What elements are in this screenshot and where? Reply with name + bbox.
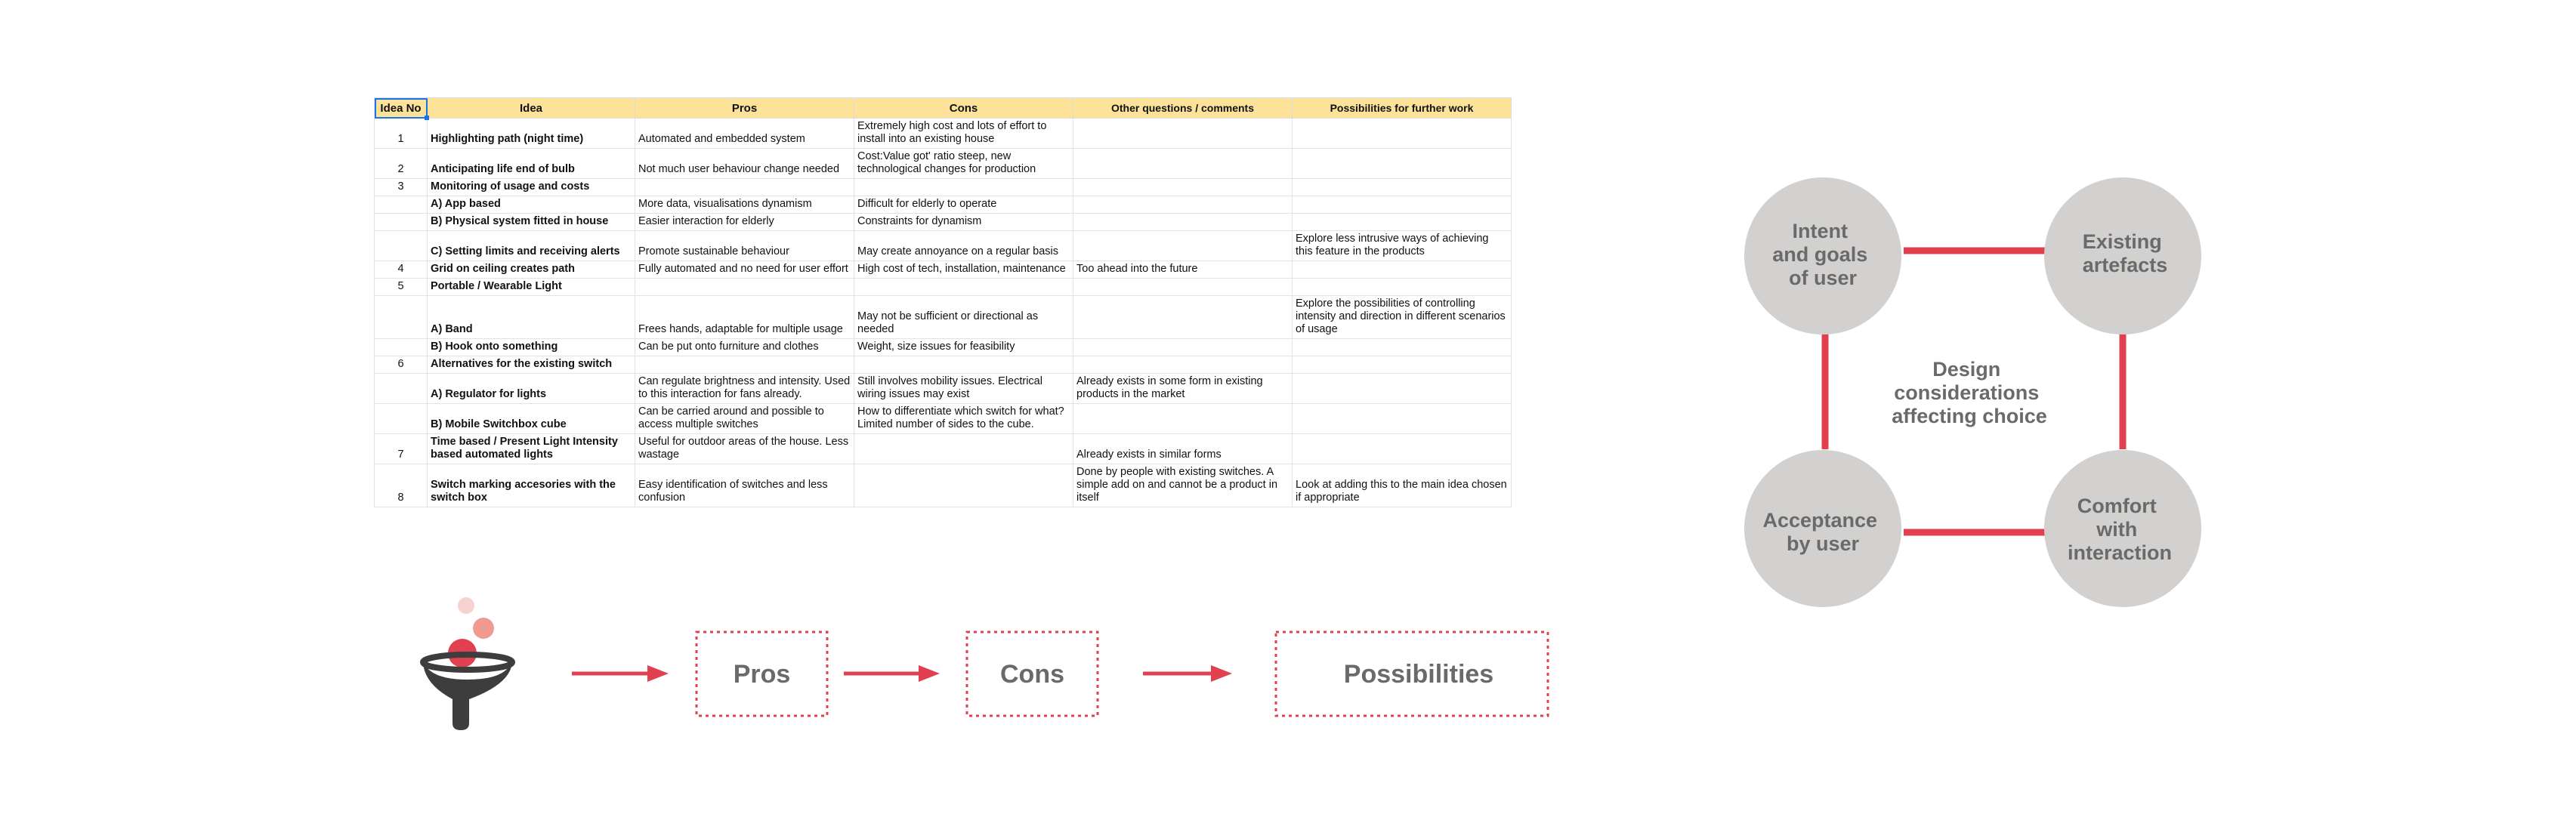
possibilities-box-label: Possibilities <box>1343 660 1494 689</box>
possibilities-cell[interactable] <box>1293 196 1512 214</box>
other-cell[interactable] <box>1073 339 1293 356</box>
cons-box-label: Cons <box>1000 660 1064 689</box>
cons-cell[interactable] <box>854 279 1073 296</box>
possibilities-cell[interactable]: Explore less intrusive ways of achieving this feature in the products <box>1293 231 1512 261</box>
pros-cell[interactable]: Can regulate brightness and intensity. Used to this interaction for fans already. <box>635 374 854 404</box>
pros-cell[interactable]: More data, visualisations dynamism <box>635 196 854 214</box>
idea-cell[interactable]: Time based / Present Light Intensity based automated lights <box>428 434 635 464</box>
idea-cell[interactable]: B) Physical system fitted in house <box>428 214 635 231</box>
funnel-particle <box>473 618 494 639</box>
arrow-right-icon <box>572 665 669 682</box>
possibilities-cell[interactable] <box>1293 279 1512 296</box>
idea-no-cell[interactable]: 4 <box>375 261 428 279</box>
pros-cell[interactable]: Useful for outdoor areas of the house. Less wastage <box>635 434 854 464</box>
possibilities-cell[interactable] <box>1293 434 1512 464</box>
center-label: Design considerations affecting choice <box>1892 358 2047 427</box>
idea-cell[interactable]: Alternatives for the existing switch <box>428 356 635 374</box>
cons-cell[interactable] <box>854 179 1073 196</box>
cons-cell[interactable]: Weight, size issues for feasibility <box>854 339 1073 356</box>
idea-no-cell[interactable] <box>375 214 428 231</box>
header-other[interactable]: Other questions / comments <box>1073 98 1293 119</box>
table-row <box>375 179 1512 196</box>
possibilities-cell[interactable] <box>1293 179 1512 196</box>
pros-cell[interactable] <box>635 279 854 296</box>
idea-cell[interactable]: B) Mobile Switchbox cube <box>428 404 635 434</box>
idea-cell[interactable]: Switch marking accesories with the switch box <box>428 464 635 507</box>
pros-cell[interactable]: Can be carried around and possible to access multiple switches <box>635 404 854 434</box>
possibilities-cell[interactable] <box>1293 119 1512 149</box>
idea-no-cell[interactable] <box>375 231 428 261</box>
pros-cell[interactable] <box>635 179 854 196</box>
idea-cell[interactable]: Monitoring of usage and costs <box>428 179 635 196</box>
pros-cell[interactable]: Not much user behaviour change needed <box>635 149 854 179</box>
other-cell[interactable] <box>1073 296 1293 339</box>
possibilities-cell[interactable]: Explore the possibilities of controlling intensity and direction in different scenarios of usage <box>1293 296 1512 339</box>
pros-cell[interactable]: Can be put onto furniture and clothes <box>635 339 854 356</box>
possibilities-cell[interactable]: Look at adding this to the main idea chosen if appropriate <box>1293 464 1512 507</box>
pros-cell[interactable]: Fully automated and no need for user effort <box>635 261 854 279</box>
cons-cell[interactable]: Cost:Value got' ratio steep, new technological changes for production <box>854 149 1073 179</box>
idea-cell[interactable]: A) Band <box>428 296 635 339</box>
cons-cell[interactable]: May not be sufficient or directional as needed <box>854 296 1073 339</box>
ideas-table <box>374 97 1512 507</box>
pros-cell[interactable]: Promote sustainable behaviour <box>635 231 854 261</box>
other-cell[interactable] <box>1073 214 1293 231</box>
cons-cell[interactable]: High cost of tech, installation, maintenance <box>854 261 1073 279</box>
possibilities-cell[interactable] <box>1293 374 1512 404</box>
other-cell[interactable] <box>1073 356 1293 374</box>
header-cons[interactable]: Cons <box>854 98 1073 119</box>
possibilities-cell[interactable] <box>1293 404 1512 434</box>
other-cell[interactable] <box>1073 196 1293 214</box>
pros-box-label: Pros <box>733 660 791 689</box>
idea-no-cell[interactable] <box>375 374 428 404</box>
header-possibilities[interactable]: Possibilities for further work <box>1293 98 1512 119</box>
cons-cell[interactable]: Difficult for elderly to operate <box>854 196 1073 214</box>
table-row <box>375 374 1512 404</box>
comfort-label: Comfort with interaction <box>2067 495 2173 564</box>
funnel-particle <box>458 597 474 614</box>
table-row <box>375 434 1512 464</box>
idea-no-cell[interactable] <box>375 196 428 214</box>
table-row <box>375 464 1512 507</box>
other-cell[interactable]: Done by people with existing switches. A simple add on and cannot be a product in itself <box>1073 464 1293 507</box>
table-row <box>375 356 1512 374</box>
table-row <box>375 296 1512 339</box>
possibilities-cell[interactable] <box>1293 149 1512 179</box>
idea-no-cell[interactable]: 8 <box>375 464 428 507</box>
possibilities-cell[interactable] <box>1293 214 1512 231</box>
table-row <box>375 214 1512 231</box>
arrow-right-icon <box>844 665 940 682</box>
possibilities-cell[interactable] <box>1293 339 1512 356</box>
pros-cell[interactable]: Easier interaction for elderly <box>635 214 854 231</box>
table-row <box>375 404 1512 434</box>
pros-cell[interactable]: Frees hands, adaptable for multiple usage <box>635 296 854 339</box>
table-row <box>375 279 1512 296</box>
idea-cell[interactable]: C) Setting limits and receiving alerts <box>428 231 635 261</box>
cons-cell[interactable]: How to differentiate which switch for what? Limited number of sides to the cube. <box>854 404 1073 434</box>
table-row <box>375 119 1512 149</box>
table-row <box>375 261 1512 279</box>
idea-cell[interactable]: Grid on ceiling creates path <box>428 261 635 279</box>
funnel-icon <box>423 597 512 730</box>
table-row <box>375 339 1512 356</box>
cons-cell[interactable] <box>854 356 1073 374</box>
idea-no-cell[interactable]: 1 <box>375 119 428 149</box>
cons-cell[interactable]: Extremely high cost and lots of effort to install into an existing house <box>854 119 1073 149</box>
possibilities-cell[interactable] <box>1293 356 1512 374</box>
other-cell[interactable]: Too ahead into the future <box>1073 261 1293 279</box>
other-cell[interactable] <box>1073 231 1293 261</box>
other-cell[interactable]: Already exists in similar forms <box>1073 434 1293 464</box>
idea-no-cell[interactable]: 6 <box>375 356 428 374</box>
other-cell[interactable] <box>1073 179 1293 196</box>
table-row <box>375 231 1512 261</box>
idea-cell[interactable]: Highlighting path (night time) <box>428 119 635 149</box>
cons-cell[interactable] <box>854 464 1073 507</box>
pros-cell[interactable]: Easy identification of switches and less confusion <box>635 464 854 507</box>
idea-cell[interactable]: Anticipating life end of bulb <box>428 149 635 179</box>
arrow-right-icon <box>1143 665 1232 682</box>
acceptance-label: Acceptance by user <box>1762 509 1878 555</box>
artefacts-label: Existing artefacts <box>2082 230 2168 276</box>
cons-cell[interactable] <box>854 434 1073 464</box>
other-cell[interactable] <box>1073 149 1293 179</box>
pros-cell[interactable]: Automated and embedded system <box>635 119 854 149</box>
cons-cell[interactable]: Constraints for dynamism <box>854 214 1073 231</box>
idea-no-cell[interactable]: 2 <box>375 149 428 179</box>
pros-cell[interactable] <box>635 356 854 374</box>
other-cell[interactable] <box>1073 404 1293 434</box>
idea-no-cell[interactable]: 5 <box>375 279 428 296</box>
cons-cell[interactable]: May create annoyance on a regular basis <box>854 231 1073 261</box>
flow-diagram <box>0 589 1586 755</box>
header-idea[interactable]: Idea <box>428 98 635 119</box>
possibilities-cell[interactable] <box>1293 261 1512 279</box>
other-cell[interactable]: Already exists in some form in existing products in the market <box>1073 374 1293 404</box>
table-header-row <box>375 98 1512 119</box>
other-cell[interactable] <box>1073 119 1293 149</box>
cons-cell[interactable]: Still involves mobility issues. Electrical wiring issues may exist <box>854 374 1073 404</box>
idea-no-cell[interactable] <box>375 296 428 339</box>
considerations-diagram <box>1700 151 2229 634</box>
table-row <box>375 149 1512 179</box>
idea-no-cell[interactable] <box>375 404 428 434</box>
idea-cell[interactable]: Portable / Wearable Light <box>428 279 635 296</box>
other-cell[interactable] <box>1073 279 1293 296</box>
table-row <box>375 196 1512 214</box>
header-pros[interactable]: Pros <box>635 98 854 119</box>
idea-no-cell[interactable] <box>375 339 428 356</box>
idea-cell[interactable]: A) App based <box>428 196 635 214</box>
idea-cell[interactable]: A) Regulator for lights <box>428 374 635 404</box>
idea-no-cell[interactable]: 3 <box>375 179 428 196</box>
idea-no-cell[interactable]: 7 <box>375 434 428 464</box>
header-idea-no[interactable]: Idea No <box>375 98 428 119</box>
idea-cell[interactable]: B) Hook onto something <box>428 339 635 356</box>
intent-label: Intent and goals of user <box>1772 220 1868 289</box>
